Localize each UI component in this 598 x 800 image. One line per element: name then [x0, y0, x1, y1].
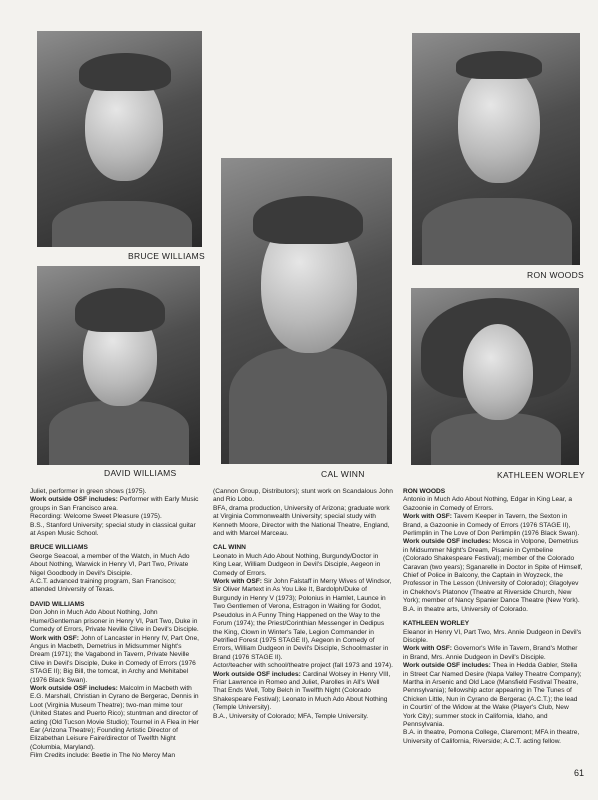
text-line: B.A., University of Colorado; MFA, Temple University. [213, 712, 369, 720]
caption-cal-winn: CAL WINN [321, 469, 365, 479]
text-line: Thea in Hedda Gabler, Stella in Street Car Named Desire (Napa Valley Theatre Company); Martha in Arsenic and Old Lace (Mansfield Festival Theatre, Pennsylvania); fellowship actor appearing in The Tunes of Chicken Little, Nun in Cyrano de Bergerac (A.C.T.); the lead in Courtin' of the Widow at the Wake (Player's Club, New York City); summer stock in California, Idaho, and Pennsylvania. [403, 662, 582, 728]
text-line: Performer with Early Music groups in San Francisco area. [30, 496, 199, 512]
text-line: Actor/teacher with school/theatre project (fall 1973 and 1974). [213, 662, 393, 670]
caption-bruce-williams: BRUCE WILLIAMS [128, 251, 205, 261]
text-line: (Cannon Group, Distributors); stunt work on Scandalous John and Rio Lobo. [213, 488, 393, 504]
bio-name-bruce-williams: BRUCE WILLIAMS [30, 544, 88, 552]
caption-kathleen-worley: KATHLEEN WORLEY [497, 470, 585, 480]
photo-kathleen-worley [411, 288, 579, 465]
text-line: Eleanor in Henry VI, Part Two, Mrs. Annie Dudgeon in Devil's Disciple. [403, 628, 582, 644]
text-line: George Seacoal, a member of the Watch, in Much Ado About Nothing, Warwick in Henry VI, Part Two, Private Nigel Goodbody in Devil's Disciple. [30, 552, 190, 577]
caption-ron-woods: RON WOODS [527, 270, 585, 280]
section-label: Work outside OSF includes: [30, 496, 118, 504]
text-line: B.A. in theatre arts, University of Colorado. [403, 605, 528, 613]
bio-column-1 [30, 488, 200, 767]
text-line: Juliet, performer in green shows (1975). [30, 488, 147, 495]
section-label: Work with OSF: [213, 578, 262, 586]
bio-column-3 [403, 488, 583, 752]
photo-david-williams [37, 266, 200, 465]
text-line: Don John in Much Ado About Nothing, John Hume/Gentleman prisoner in Henry VI, Part Two, Duke in Comedy of Errors, Private Neville Clive in Devil's Disciple. [30, 609, 199, 634]
section-label: Work outside OSF includes: [403, 662, 491, 670]
text-line: Mosca in Volpone, Demetrius in Midsummer Night's Dream, Pisanio in Cymbeline (Colorado Shakespeare Festival); member of the Colorado Caravan (two years); Sganarelle in Doctor in Spite of Himself, Chief of Police in Balcony, the Captain in Woyzeck, the Professor in The Lesson (University of Colorado); Glagolyev in Chekhov's Platonov (Theatre at Riverside Church, New York); member of Nancy Spanier Dance Theatre (New York). [403, 538, 583, 605]
text-line: B.A. in theatre, Pomona College, Claremont; MFA in theatre, University of California, Riverside; A.C.T. acting fellow. [403, 729, 580, 745]
bio-column-2 [213, 488, 393, 727]
section-label: Work with OSF: [30, 634, 79, 642]
text-line: B.S., Stanford University; special study in classical guitar at Aspen Music School. [30, 521, 196, 538]
text-line: A.C.T. advanced training program, San Francisco; attended University of Texas. [30, 578, 176, 594]
text-line: Recording: Welcome Sweet Pleasure (1975). [30, 513, 162, 521]
text-line: Leonato in Much Ado About Nothing, Burgundy/Doctor in King Lear, William Dudgeon in Devil's Disciple, Aegeon in Comedy of Errors. [213, 552, 381, 577]
section-label: Work outside OSF includes: [403, 538, 491, 546]
section-label: Work outside OSF includes: [213, 670, 301, 678]
text-line: BFA, drama production, University of Arizona; graduate work at Virginia Commonwealth University; special study with Kenneth Moore, Director with the National Theatre, England, and with Marcel Marceau. [213, 504, 390, 538]
photo-bruce-williams [37, 31, 202, 247]
text-line: Antonio in Much Ado About Nothing, Edgar in King Lear, a Gazoonie in Comedy of Errors. [403, 496, 572, 512]
text-line: Malcolm in Macbeth with E.G. Marshall, Christian in Cyrano de Bergerac, Dennis in Loot (Virginia Museum Theatre); two-man mime tour (United States and Puerto Rico); stuntman and director of acting (Old Tucson Movie Studio); Tournel in A Flea in Her Ear (Arizona Theatre); Founding Artistic Director of Elizabethan Leisure Faire/director of Twelfth Night (Columbia, Maryland). [30, 684, 199, 751]
bio-name-ron-woods: RON WOODS [403, 488, 446, 495]
text-line: Tavern Keeper in Tavern, the Sexton in Brand, a Gazoonie in Comedy of Errors (1976 STAGE II), Perlimplin in The Love of Don Perlimplin (1976 Black Swan). [403, 513, 580, 538]
text-line: Governor's Wife in Tavern, Brand's Mother in Brand, Mrs. Annie Dudgeon in Devil's Disciple. [403, 645, 578, 661]
text-line: Sir John Falstaff in Merry Wives of Windsor, Sir Oliver Martext in As You Like It, Bardolph/Duke of Burgundy in Henry V (1973); Polonius in Hamlet, Launce in Two Gentlemen of Verona, Estragon in Waiting for Godot, Pseudolus in A Funny Thing Happened on the Way to the Forum (1974); the Priest/Corinthian Messenger in Oedipus the King, Clown in Winter's Tale, Legion Commander in Petrified Forest (1975 STAGE II), Aegeon in Comedy of Errors, William Dudgeon in Devil's Disciple, Schoolmaster in Brand (1976 STAGE II). [213, 578, 392, 661]
section-label: Work with OSF: [403, 513, 452, 521]
caption-david-williams: DAVID WILLIAMS [104, 468, 177, 478]
bio-name-kathleen-worley: KATHLEEN WORLEY [403, 620, 470, 628]
page-number: 61 [573, 768, 584, 778]
text-line: John of Lancaster in Henry IV, Part One, Angus in Macbeth, Demetrius in Midsummer Night's Dream (1971); the Vagabond in Tavern, Private Neville Clive in Devil's Disciple, Duke in Comedy of Errors (1976 STAGE II); Big Bill, the tomcat, in Archy and Mehitabel (1976 Black Swan). [30, 634, 199, 684]
section-label: Work outside OSF includes: [30, 684, 118, 692]
bio-name-cal-winn: CAL WINN [213, 544, 246, 552]
bio-name-david-williams: DAVID WILLIAMS [30, 600, 85, 608]
text-line: Cardinal Wolsey in Henry VIII, Friar Lawrence in Romeo and Juliet, Parolles in All's Well That Ends Well, Toby Belch in Twelfth Night (Colorado Shakespeare Festival); Leonato in Much Ado About Nothing (Temple University). [213, 670, 391, 712]
text-line: Film Credits include: Beetle in The No Mercy Man [30, 752, 175, 760]
section-label: Work with OSF: [403, 645, 452, 653]
photo-ron-woods [412, 33, 580, 265]
photo-cal-winn [221, 158, 392, 464]
